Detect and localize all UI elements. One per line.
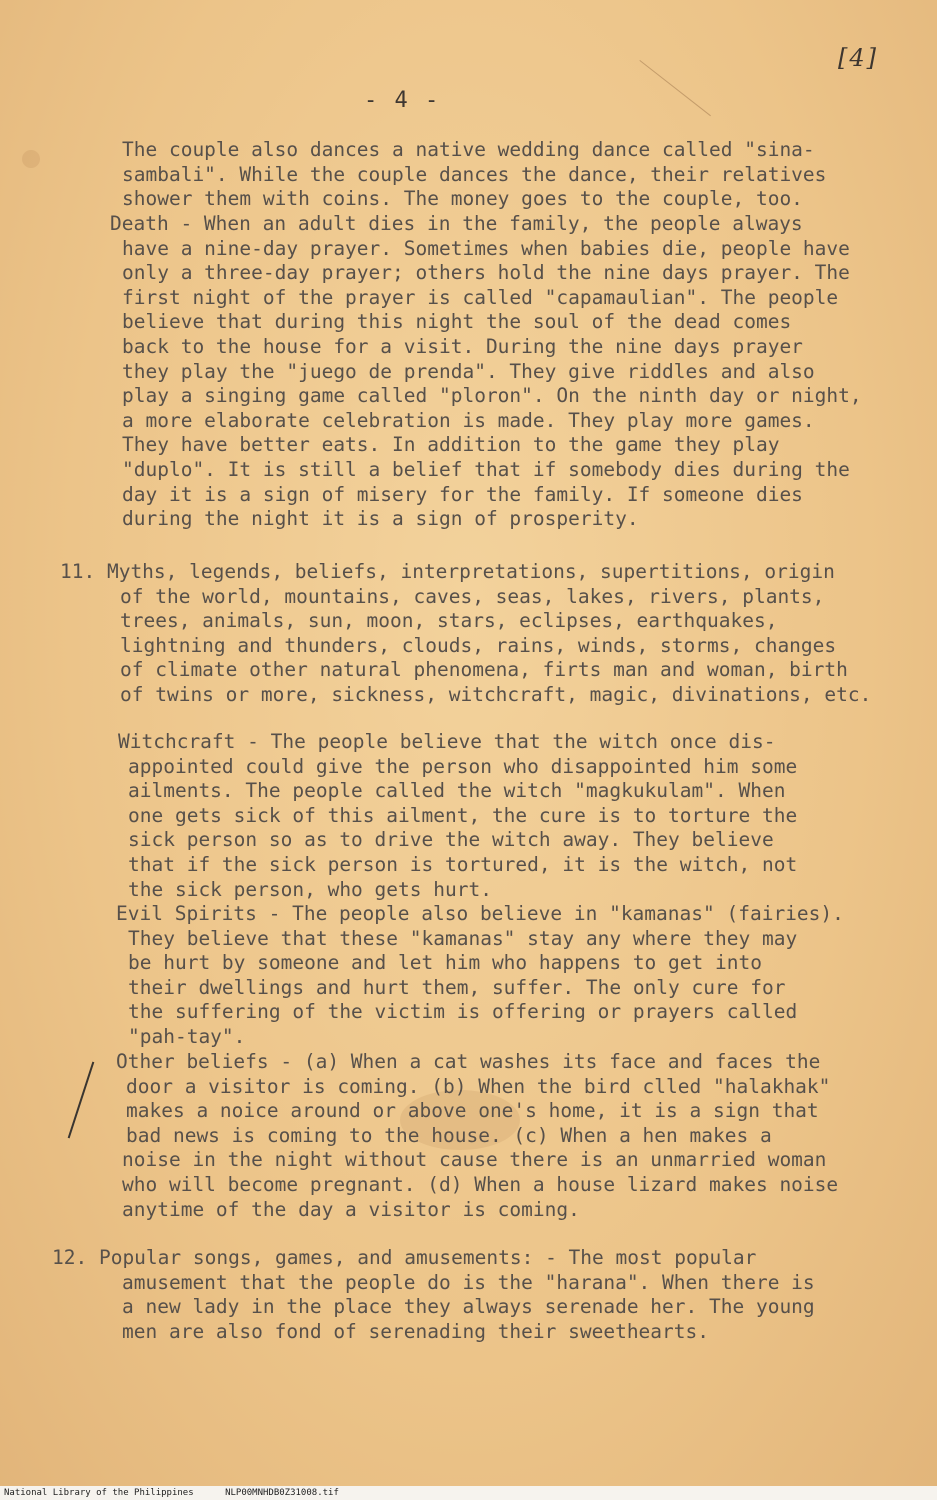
text-line: during the night it is a sign of prosperity.	[122, 507, 639, 531]
text-line: play a singing game called "ploron". On the ninth day or night,	[122, 384, 862, 408]
text-line: sick person so as to drive the witch away. They believe	[128, 828, 774, 852]
text-line: they play the "juego de prenda". They give riddles and also	[122, 359, 815, 383]
witchcraft-paragraph	[118, 730, 797, 902]
text-line: Witchcraft - The people believe that the witch once dis-	[118, 730, 776, 753]
text-line: "duplo". It is still a belief that if somebody dies during the	[122, 457, 850, 481]
text-line: 11. Myths, legends, beliefs, interpretations, supertitions, origin	[60, 560, 835, 583]
text-line: sambali". While the couple dances the dance, their relatives	[122, 162, 827, 186]
text-line: appointed could give the person who disappointed him some	[128, 754, 798, 778]
text-line: men are also fond of serenading their sweethearts.	[122, 1319, 709, 1343]
evil-spirits-paragraph	[116, 902, 844, 1050]
text-line: only a three-day prayer; others hold the nine days prayer. The	[122, 261, 850, 285]
text-line: noise in the night without cause there is an unmarried woman	[122, 1148, 827, 1172]
handwritten-margin-stroke	[68, 1062, 95, 1139]
text-line: "pah-tay".	[128, 1024, 246, 1048]
text-line: the sick person, who gets hurt.	[128, 877, 492, 901]
text-line: who will become pregnant. (d) When a house lizard makes noise	[122, 1172, 839, 1196]
text-line: Death - When an adult dies in the family, the people always	[110, 212, 803, 235]
text-line: first night of the prayer is called "capamaulian". The people	[122, 285, 839, 309]
footer-filename: NLP00MNHDB0Z31008.tif	[225, 1488, 339, 1498]
page-number: - 4 -	[364, 88, 441, 113]
text-line: 12. Popular songs, games, and amusements: - The most popular	[52, 1246, 757, 1269]
footer-library: National Library of the Philippines	[4, 1488, 194, 1498]
text-line: a new lady in the place they always serenade her. The young	[122, 1295, 815, 1319]
text-line: They believe that these "kamanas" stay any where they may	[128, 926, 798, 950]
scan-footer	[0, 1486, 937, 1500]
text-line: The couple also dances a native wedding dance called "sina-	[122, 138, 815, 161]
text-line: They have better eats. In addition to the game they play	[122, 433, 780, 457]
handwritten-page-mark: [4]	[838, 44, 878, 72]
paper-stain	[22, 150, 40, 168]
text-line: their dwellings and hurt them, suffer. The only cure for	[128, 975, 786, 999]
text-line: Evil Spirits - The people also believe in "kamanas" (fairies).	[116, 902, 844, 925]
text-line: believe that during this night the soul of the dead comes	[122, 310, 792, 334]
text-line: bad news is coming to the house. (c) When a hen makes a	[126, 1123, 772, 1147]
text-line: door a visitor is coming. (b) When the bird clled "halakhak"	[126, 1074, 831, 1098]
text-line: lightning and thunders, clouds, rains, winds, storms, changes	[120, 633, 837, 657]
text-line: that if the sick person is tortured, it is the witch, not	[128, 852, 798, 876]
text-line: back to the house for a visit. During the nine days prayer	[122, 334, 803, 358]
text-line: one gets sick of this ailment, the cure is to torture the	[128, 803, 798, 827]
other-beliefs-paragraph	[116, 1050, 838, 1222]
item-11-heading	[60, 560, 871, 708]
text-line: shower them with coins. The money goes to the couple, too.	[122, 187, 803, 211]
text-line: makes a noice around or above one's home, it is a sign that	[126, 1099, 819, 1123]
text-line: of twins or more, sickness, witchcraft, magic, divinations, etc.	[120, 682, 872, 706]
text-line: ailments. The people called the witch "magkukulam". When	[128, 779, 786, 803]
text-line: anytime of the day a visitor is coming.	[122, 1197, 580, 1221]
text-line: trees, animals, sun, moon, stars, eclipses, earthquakes,	[120, 609, 778, 633]
death-paragraph	[110, 212, 862, 532]
text-line: day it is a sign of misery for the family. If someone dies	[122, 482, 803, 506]
fold-mark	[639, 60, 711, 116]
text-line: Other beliefs - (a) When a cat washes its face and faces the	[116, 1050, 821, 1073]
text-line: of the world, mountains, caves, seas, lakes, rivers, plants,	[120, 584, 825, 608]
text-line: be hurt by someone and let him who happens to get into	[128, 951, 762, 975]
text-line: a more elaborate celebration is made. They play more games.	[122, 408, 815, 432]
text-line: have a nine-day prayer. Sometimes when babies die, people have	[122, 236, 850, 260]
text-line: the suffering of the victim is offering or prayers called	[128, 1000, 798, 1024]
wedding-paragraph	[122, 138, 826, 212]
text-line: amusement that the people do is the "harana". When there is	[122, 1270, 815, 1294]
text-line: of climate other natural phenomena, firts man and woman, birth	[120, 658, 848, 682]
item-12-paragraph	[52, 1246, 815, 1344]
